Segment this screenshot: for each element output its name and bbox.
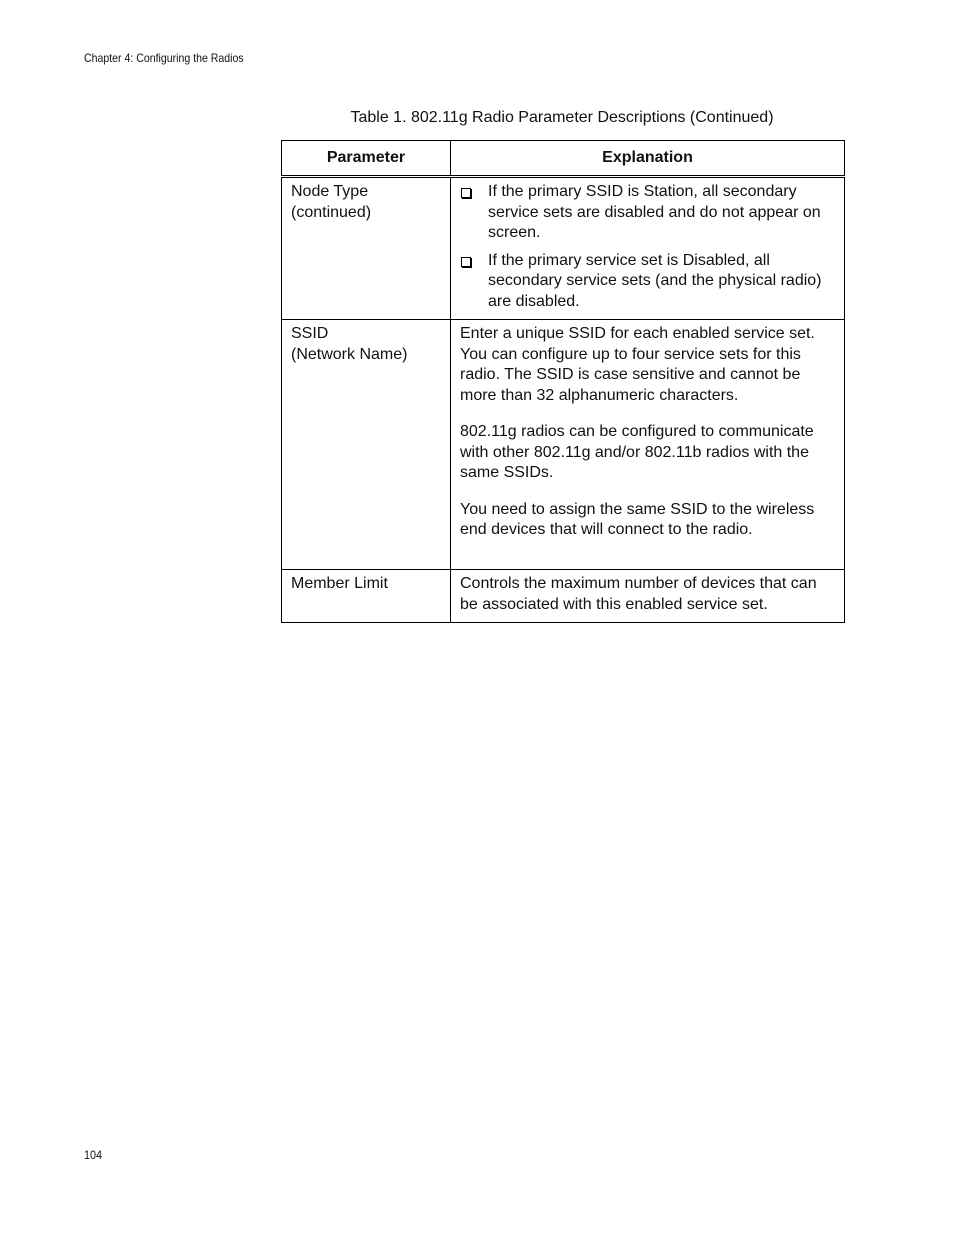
checkbox-square-icon [461, 257, 471, 267]
explanation-paragraph: Enter a unique SSID for each enabled service set. You can configure up to four service sets for this radio. The SSID is case sensitive and cannot be more than 32 alphanumeric characters. [460, 325, 815, 404]
list-item [460, 251, 836, 313]
table-caption: Table 1. 802.11g Radio Parameter Descriptions (Continued) [350, 109, 774, 126]
parameter-note: (continued) [291, 203, 372, 221]
parameter-name: Node Type [291, 183, 369, 200]
bullet-text: If the primary SSID is Station, all secondary service sets are disabled and do not appear on screen. [488, 183, 821, 241]
parameter-name: Member Limit [291, 575, 388, 592]
parameter-cell [282, 177, 451, 320]
table-row [282, 320, 845, 570]
running-header: Chapter 4: Configuring the Radios [84, 51, 244, 65]
parameter-name: SSID [291, 325, 329, 342]
bullet-text: If the primary service set is Disabled, all secondary service sets (and the physical radio) are disabled. [488, 251, 822, 310]
parameter-note: (Network Name) [291, 345, 408, 363]
explanation-paragraph: You need to assign the same SSID to the wireless end devices that will connect to the radio. [460, 500, 815, 538]
table-header-row [282, 141, 845, 177]
parameter-table [281, 140, 845, 623]
explanation-paragraph: 802.11g radios can be configured to communicate with other 802.11g and/or 802.11b radios with the same SSIDs. [460, 423, 814, 481]
column-header-explanation: Explanation [451, 141, 845, 177]
table-row [282, 570, 845, 623]
list-item [460, 182, 836, 244]
checkbox-square-icon [461, 188, 471, 198]
explanation-cell [451, 177, 845, 320]
page-number: 104 [84, 1148, 103, 1162]
parameter-cell [282, 320, 451, 570]
parameter-cell [282, 570, 451, 623]
explanation-paragraph: Controls the maximum number of devices that can be associated with this enabled service set. [460, 575, 817, 613]
explanation-cell [451, 320, 845, 570]
column-header-parameter: Parameter [282, 141, 451, 177]
explanation-cell [451, 570, 845, 623]
table-row [282, 177, 845, 320]
